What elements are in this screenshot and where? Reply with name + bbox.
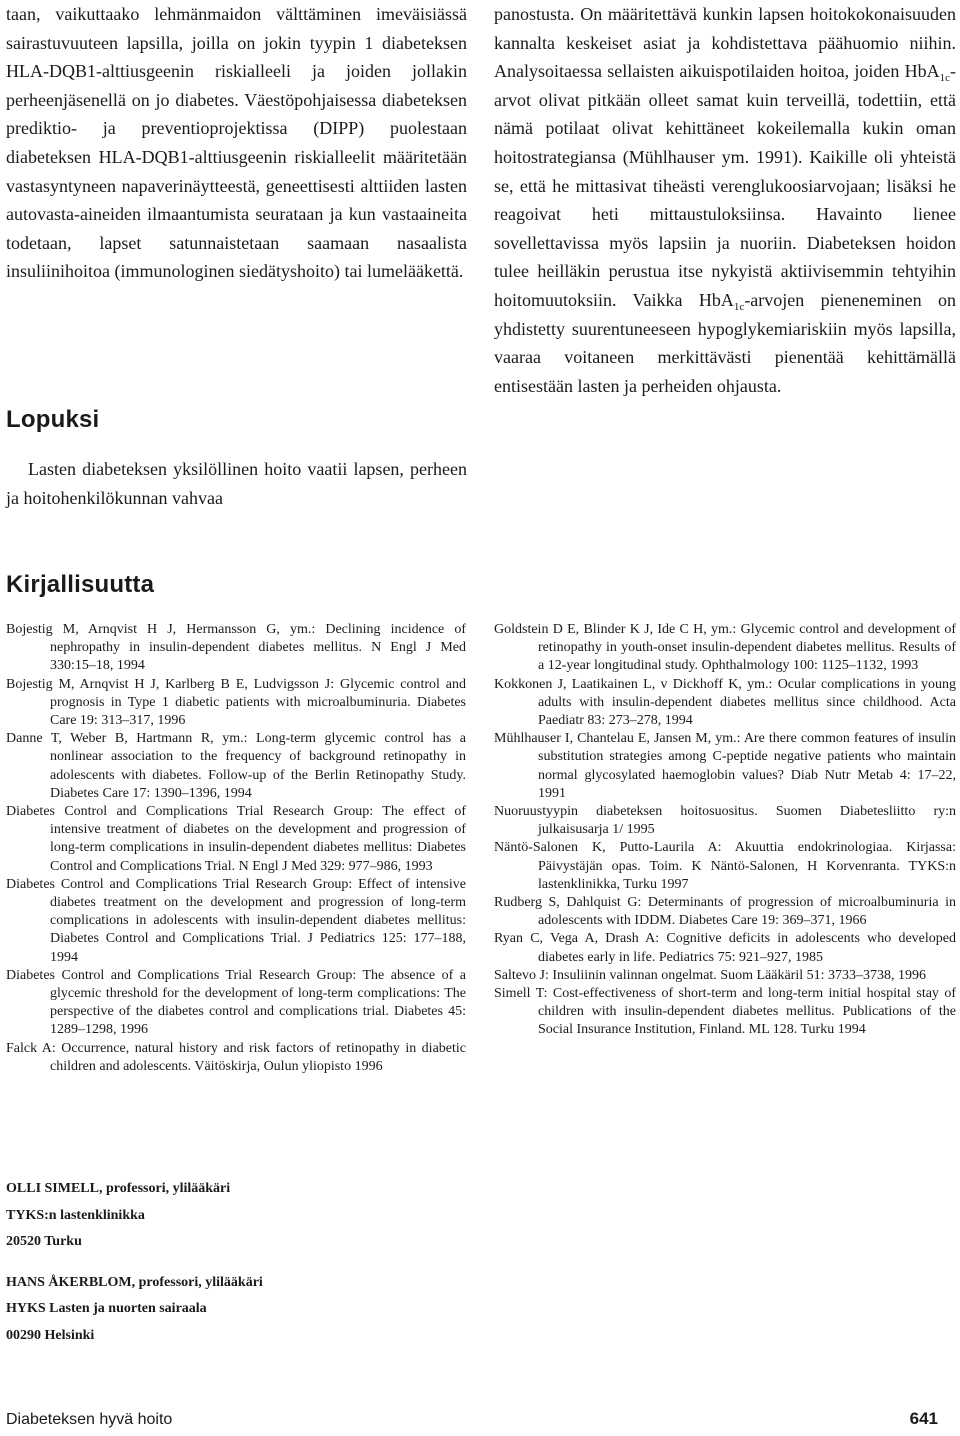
author-name: HANS ÅKERBLOM, professori, ylilääkäri bbox=[6, 1274, 263, 1290]
reference-item: Ryan C, Vega A, Drash A: Cognitive deficits in adolescents who developed diabetes early in life. Pediatrics 75: 921–927, 1985 bbox=[494, 931, 956, 965]
reference-item: Näntö-Salonen K, Putto-Laurila A: Akuuttia endokrinologiaa. Kirjassa: Päivystäjän opas. Toim. K Näntö-Salonen, H Korvenranta. TYKS:n lastenklinikka, Turku 1997 bbox=[494, 840, 956, 892]
author-department: HYKS Lasten ja nuorten sairaala bbox=[6, 1301, 207, 1317]
reference-item: Diabetes Control and Complications Trial Research Group: Effect of intensive diabetes treatment on the development and progression of long-term complications in adolescents with insulin-dependent diabetes mellitus: Diabetes Control and Complications Trial. J Pediatrics 125: 177–188, 1994 bbox=[6, 876, 466, 965]
reference-item: Nuoruustyypin diabeteksen hoitosuositus. Suomen Diabetesliitto ry:n julkaisusarja 1/ 1995 bbox=[494, 804, 956, 838]
reference-item: Goldstein D E, Blinder K J, Ide C H, ym.: Glycemic control and development of retinopathy in youth-onset insulin-dependent diabetes mellitus. Results of a 12-year longitudinal study. Ophthalmology 100: 1125–1132, 1993 bbox=[494, 622, 956, 674]
reference-item: Bojestig M, Arnqvist H J, Karlberg B E, Ludvigsson J: Glycemic control and prognosis in Type 1 diabetic patients with microalbuminuria. Diabetes Care 19: 313–317, 1996 bbox=[6, 676, 466, 729]
reference-item: Saltevo J: Insuliinin valinnan ongelmat. Suom Lääkäril 51: 3733–3738, 1996 bbox=[494, 967, 927, 983]
author-name: OLLI SIMELL, professori, ylilääkäri bbox=[6, 1181, 231, 1196]
reference-item: Rudberg S, Dahlquist G: Determinants of progression of microalbuminuria in adolescents with IDDM. Diabetes Care 19: 369–371, 1966 bbox=[494, 895, 956, 929]
body-paragraph: Lasten diabeteksen yksilöllinen hoito vaatii lapsen, perheen ja hoitohenkilökunnan vahvaa bbox=[6, 459, 467, 508]
subscript: 1c bbox=[939, 72, 950, 85]
reference-item: Kokkonen J, Laatikainen L, v Dickhoff K, ym.: Ocular complications in young adults with insulin-dependent diabetes mellitus since childhood. Acta Paediatr 83: 273–278, 1994 bbox=[494, 676, 956, 729]
page-number: 641 bbox=[909, 1409, 938, 1428]
author-block bbox=[6, 1176, 263, 1350]
references-heading: Kirjallisuutta bbox=[6, 571, 155, 598]
reference-item: Danne T, Weber B, Hartmann R, ym.: Long-term glycemic control has a nonlinear association to the frequency of background retinopathy in adolescents with diabetes. Follow-up of the Berlin Retinopathy Study. Diabetes Care 17: 1390–1396, 1994 bbox=[6, 731, 466, 801]
left-column-bottom bbox=[6, 455, 467, 512]
left-column bbox=[6, 0, 467, 286]
right-column bbox=[494, 0, 956, 400]
author-address: 00290 Helsinki bbox=[6, 1327, 95, 1343]
reference-item: Bojestig M, Arnqvist H J, Hermansson G, ym.: Declining incidence of nephropathy in insulin-dependent diabetes mellitus. N Engl J Med 330:15–18, 1994 bbox=[6, 622, 466, 674]
author-department: TYKS:n lastenklinikka bbox=[6, 1207, 145, 1223]
section-heading-lopuksi: Lopuksi bbox=[6, 406, 100, 433]
reference-item: Simell T: Cost-effectiveness of short-term and long-term initial hospital stay of children with insulin-dependent diabetes mellitus. Publications of the Social Insurance Institution, Finland. ML 128. Turku 1994 bbox=[494, 986, 956, 1038]
reference-item: Mühlhauser I, Chantelau E, Jansen M, ym.: Are there common features of insulin substitution strategies among C-peptide negative patients who maintain normal glycosylated haemoglobin values? Diab Nutr Metab 4: 17–22, 1991 bbox=[494, 731, 956, 801]
body-paragraph: taan, vaikuttaako lehmänmaidon välttäminen imeväisiässä sairastuvuuteen lapsilla, joilla on jokin tyypin 1 diabeteksen HLA-DQB1-alttiusgeenin riskialleeli ja joiden jollakin perheenjäsenellä on jo diabetes. Väestöpohjaisessa diabeteksen prediktio- ja preventioprojektissa (DIPP) puolestaan diabeteksen HLA-DQB1-alttiusgeenin riskialleelit määritetään vastasyntyneen napaverinäytteestä, geneettisesti alttiiden lasten autovasta-aineiden ilmaantumista seurataan ja kun vastaaineita todetaan, lapset satunnaistetaan saamaan nasaalista insuliinihoitoa (immunologinen siedätyshoito) tai lumelääkettä. bbox=[6, 4, 467, 282]
reference-item: Falck A: Occurrence, natural history and risk factors of retinopathy in diabetic children and adolescents. Väitöskirja, Oulun yliopisto 1996 bbox=[6, 1040, 466, 1074]
references-left bbox=[6, 621, 466, 1076]
reference-item: Diabetes Control and Complications Trial Research Group: The effect of intensive treatment of diabetes on the development and progression of long-term complications in insulin-dependent diabetes mellitus: Diabetes Control and Complications Trial. N Engl J Med 329: 977–986, 1993 bbox=[6, 804, 466, 874]
body-paragraph: panostusta. On määritettävä kunkin lapsen hoitokokonaisuuden kannalta keskeiset asiat ja kohdistettava päähuomio niihin. Analysoitaessa sellaisten aikuispotilaiden hoitoa, joiden HbA$_{1c}$-arvot olivat pitkään olleet samat kuin terveillä, todettiin, että nämä potilaat olivat kehittäneet kokeilemalla kukin oman hoitostrategiansa (Mühlhauser ym. 1991). Kaikille oli yhteistä se, että he mittasivat tiheästi verenglukoosiarvojaan; lisäksi he reagoivat heti mittaustuloksiinsa. Havainto lienee sovellettavissa myös lapsiin ja nuoriin. Diabeteksen hoidon tulee heilläkin perustua itse nykyistä aktiivisemmin tehtyihin hoitomuutoksiin. Vaikka HbA$_{1c}$-arvojen pieneneminen on yhdistetty suurentuneeseen hypoglykemiariskiin myös lapsilla, vaaraa voitaneen merkittävästi pienentää kehittämällä entisestään lasten ja perheiden ohjausta. bbox=[494, 4, 956, 396]
author-address: 20520 Turku bbox=[6, 1234, 82, 1250]
subscript: 1c bbox=[733, 300, 745, 313]
references-right bbox=[494, 621, 956, 1040]
journal-title: Diabeteksen hyvä hoito bbox=[6, 1411, 173, 1428]
reference-item: Diabetes Control and Complications Trial Research Group: The absence of a glycemic threshold for the development of long-term complications: The perspective of the diabetes control and complications trial. Diabetes 45: 1289–1298, 1996 bbox=[6, 967, 466, 1038]
